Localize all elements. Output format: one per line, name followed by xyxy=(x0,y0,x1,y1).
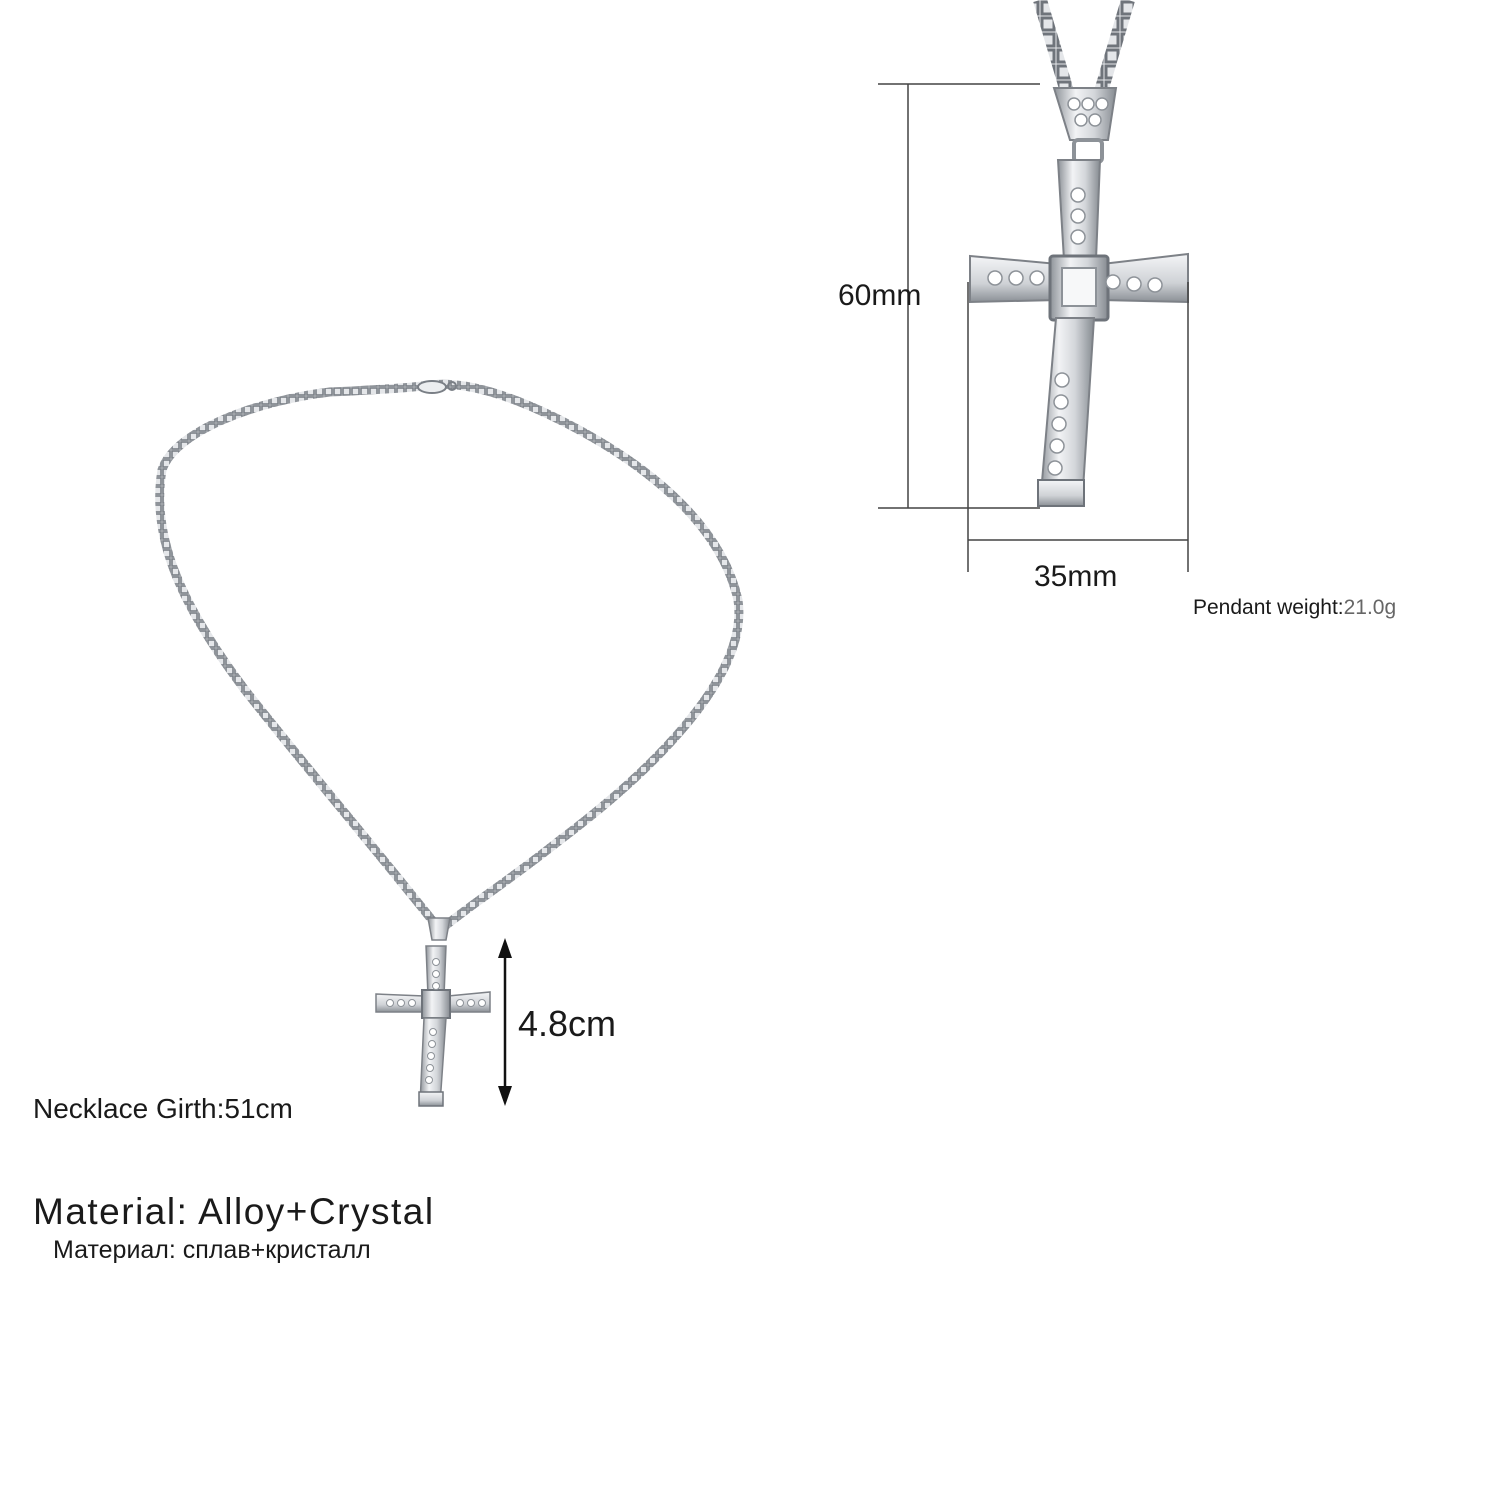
double-arrow xyxy=(498,938,512,1106)
large-lower-arm xyxy=(1040,318,1094,505)
necklace-girth-label: Necklace Girth:51cm xyxy=(33,1093,293,1124)
small-buckle xyxy=(422,990,450,1018)
pendant-weight-text xyxy=(1193,597,1396,618)
necklace-chain xyxy=(160,385,440,930)
large-foot xyxy=(1038,480,1084,506)
material-english: Material: Alloy+Crystal xyxy=(33,1191,435,1232)
large-chain-left xyxy=(1040,0,1068,95)
necklace-clasp xyxy=(418,381,446,393)
large-bail xyxy=(1054,88,1116,140)
dimension-lines-large xyxy=(878,84,1188,572)
pendant-width-label: 35mm xyxy=(1034,560,1118,593)
small-pendant-height-label: 4.8cm xyxy=(518,1003,617,1044)
pendant-height-label: 60mm xyxy=(838,279,922,312)
large-connector xyxy=(1074,140,1102,162)
necklace-image xyxy=(160,381,739,1106)
large-pendant-image xyxy=(970,0,1188,506)
pendant-weight-value: 21.0g xyxy=(1343,596,1397,619)
large-chain-right xyxy=(1100,0,1128,95)
pendant-weight-label: Pendant weight: xyxy=(1193,596,1344,619)
material-russian: Материал: сплав+кристалл xyxy=(53,1236,371,1264)
